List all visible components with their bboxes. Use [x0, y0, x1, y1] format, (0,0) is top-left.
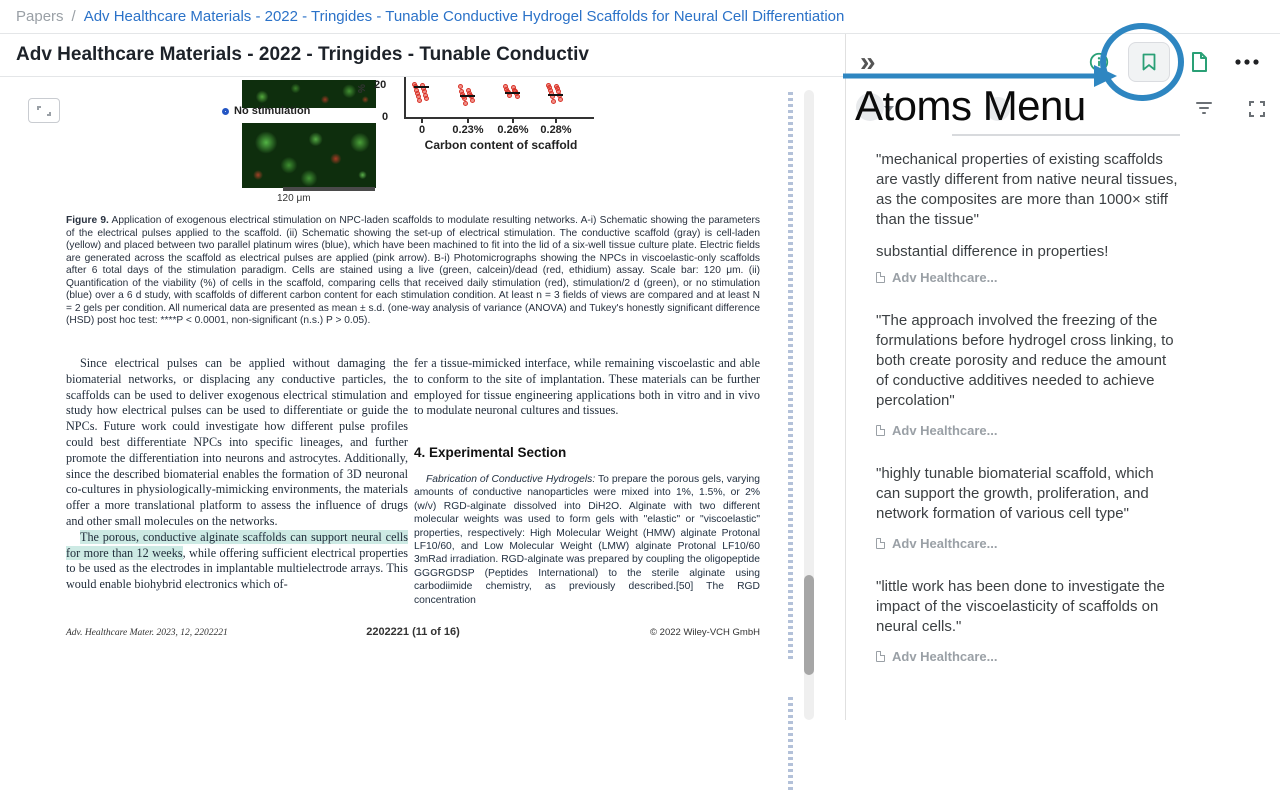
no-stimulation-label: No stimulation — [234, 105, 311, 117]
quote-card[interactable] — [876, 577, 1181, 664]
scatter-point — [558, 97, 563, 102]
chart-points — [404, 77, 594, 119]
scatter-point — [470, 98, 475, 103]
panel-toolbar — [846, 90, 1280, 136]
teal-highlight-annotation[interactable]: The porous, conductive alginate scaffolds can support neural cells for more than 12 weeks — [66, 529, 408, 560]
quote-list — [846, 136, 1280, 664]
reference-chip[interactable] — [876, 649, 1181, 664]
reference-chip[interactable] — [876, 270, 1181, 285]
chart-category-label: 0.28% — [540, 124, 572, 136]
more-button[interactable] — [1228, 43, 1266, 81]
fit-page-icon — [36, 105, 52, 117]
breadcrumb — [0, 0, 1280, 34]
paragraph — [66, 530, 408, 593]
chart-ylabel: % — [356, 84, 368, 93]
reference-icon — [876, 538, 885, 549]
notes-button[interactable] — [1128, 42, 1170, 82]
paragraph-rest: , while offering sufficient electrical properties to be used as the electrodes in implantable multielectrode arrays. This would enable biohybrid electronics which of- — [66, 545, 408, 592]
ytick-20: 20 — [374, 79, 387, 91]
sort-filter-button[interactable] — [1194, 100, 1214, 123]
body-column-left — [66, 356, 408, 593]
annotations-panel — [845, 34, 1280, 720]
scatter-point — [515, 94, 520, 99]
quote-note: substantial difference in properties! — [876, 243, 1109, 260]
filter-avatar-button[interactable] — [856, 93, 884, 121]
chart-tick — [555, 119, 557, 123]
quote-card[interactable] — [876, 464, 1181, 551]
quote-text: "highly tunable biomaterial scaffold, which can support the growth, proliferation, and network formation of various cell type" — [876, 465, 1154, 522]
quote-card[interactable] — [876, 150, 1181, 285]
reference-icon — [876, 272, 885, 283]
info-button[interactable] — [1080, 43, 1118, 81]
figure-caption-label: Figure 9. — [66, 215, 109, 226]
scale-bar-label: 120 μm — [277, 193, 311, 204]
quote-text: "mechanical properties of existing scaffolds are vastly different from native neural tissues, as the composites are more than 1000× stiff than the tissue" — [876, 151, 1178, 228]
filter-lines-icon — [1194, 100, 1214, 116]
paragraph: fer a tissue-mimicked interface, while remaining viscoelastic and able to conform to the site of implantation. These materials can be further employed for tissue engineering applications both in vitro and in vivo to modulate neuronal cultures and tissues. — [414, 356, 760, 418]
pdf-scrollbar-track[interactable] — [804, 90, 814, 720]
pdf-page — [0, 77, 845, 720]
scale-bar — [283, 187, 375, 191]
panel-header — [846, 34, 1280, 90]
document-icon — [1189, 51, 1209, 73]
info-icon — [1088, 51, 1110, 73]
section-heading: 4. Experimental Section — [414, 445, 567, 461]
document-header — [0, 34, 845, 77]
chart-category-label: 0.23% — [452, 124, 484, 136]
chart-tick — [421, 119, 423, 123]
breadcrumb-papers-link[interactable]: Papers — [16, 8, 64, 25]
supplements-button[interactable] — [1180, 43, 1218, 81]
page-number: 2202221 (11 of 16) — [366, 626, 460, 638]
ellipsis-icon — [1234, 58, 1260, 66]
quote-text: "little work has been done to investigate the impact of the viscoelasticity of scaffolds on neural cells." — [876, 578, 1165, 635]
reference-icon — [876, 425, 885, 436]
reference-chip[interactable] — [876, 536, 1181, 551]
reference-icon — [876, 651, 885, 662]
reference-label: Adv Healthcare... — [892, 649, 998, 664]
chart-tick — [512, 119, 514, 123]
breadcrumb-document-link[interactable]: Adv Healthcare Materials - 2022 - Tringides - Tunable Conductive Hydrogel Scaffolds for Neural Cell Differentiation — [83, 8, 845, 25]
chart-category-label: 0 — [418, 124, 426, 136]
chart-tick — [467, 119, 469, 123]
scatter-point — [551, 99, 556, 104]
reference-label: Adv Healthcare... — [892, 270, 998, 285]
page-edge-rotated-text — [788, 92, 793, 662]
paragraph-rest: To prepare the porous gels, varying amounts of conductive nanoparticles were mixed into 1%, 1.5%, or 2% (w/v) RGD-alginate dissolved into DiH2O. Alginate with two different molecular weights was used to form gels with "elastic" or "viscoelastic" properties, respectively: High Molecular Weight (HMW) alginate Protonal LF10/60, and Low Molecular Weight (LMW) alginate Protonal LF10/60 3mRad irradiation. RGD-alginate was prepared by coupling the oligopeptide GGGRGDSP (Peptides International) to the sterile alginate using carbodiimide chemistry, as previously described.[50] The RGD concentration — [414, 473, 760, 606]
annotation-text: Atoms Menu — [855, 82, 1086, 129]
chart-category-label: 0.26% — [497, 124, 529, 136]
page-edge-rotated-text — [788, 697, 793, 792]
copyright: © 2022 Wiley-VCH GmbH — [650, 627, 760, 638]
quote-text: "The approach involved the freezing of the formulations before hydrogel cross linking, to both create porosity and reduce the amount of conductive additives needed to achieve percolation" — [876, 312, 1174, 409]
breadcrumb-separator: / — [71, 8, 76, 25]
search-underline — [952, 134, 1180, 136]
mean-line — [548, 94, 563, 96]
no-stimulation-marker-icon — [222, 108, 229, 115]
search-button[interactable] — [986, 97, 1010, 121]
reference-label: Adv Healthcare... — [892, 423, 998, 438]
viability-scatter-chart — [356, 77, 606, 159]
bookmark-icon — [1140, 52, 1158, 72]
pdf-scrollbar-thumb[interactable] — [804, 575, 814, 675]
pdf-page-footer — [66, 626, 760, 638]
body-column-right — [414, 356, 760, 607]
paragraph — [414, 473, 760, 607]
fit-page-button[interactable] — [28, 98, 60, 123]
mean-line — [505, 92, 520, 94]
paragraph: Since electrical pulses can be applied without damaging the biomaterial networks, or displacing any conductive particles, the scaffolds can be used to deliver exogenous electrical stimulation and study how electrical pulses can be used to differentiate or guide the NPCs. Future work could investigate how different pulse profiles could best differentiate NPCs into specific lineages, and further promote the differentiation into neurons and astrocytes. Additionally, since the described biomaterial enables the formation of 3D neuronal co-cultures in physiologically-mimicking environments, the materials offer a more translational platform to assess the influence of drugs and other small molecules on the networks. — [66, 356, 408, 528]
quote-card[interactable] — [876, 311, 1181, 438]
expand-panel-button[interactable] — [1248, 100, 1266, 123]
chart-x-axis-title: Carbon content of scaffold — [424, 138, 578, 152]
scatter-point — [417, 98, 422, 103]
document-title: Adv Healthcare Materials - 2022 - Tringides - Tunable Conductiv — [16, 44, 589, 65]
reference-label: Adv Healthcare... — [892, 536, 998, 551]
ytick-0: 0 — [382, 111, 389, 123]
mean-line — [460, 95, 475, 97]
figure-caption-text: Application of exogenous electrical stimulation on NPC-laden scaffolds to modulate resulting networks. A-i) Schematic showing the parameters of the electrical pulses applied to the scaffold. (ii) Schematic showing the set-up of electrical stimulation. The conductive scaffold (gray) is cell-laden (yellow) and placed between two parallel platinum wires (blue), which have been machined to fit into the lid of a six-well tissue culture plate. Electric fields are generated across the scaffold as electrical pulses are applied (pink arrow). B-i) Photomicrographs showing the NPCs in viscoelastic-only scaffolds after 6 total days of the stimulation paradigm. Cells are stained using a live (green, calcein)/dead (red, ethidium) assay. Scale bar: 120 μm. (ii) Quantification of the viability (%) of cells in the scaffold, comparing cells that received daily stimulation (red), stimulation/2 d (green), or no stimulation (blue) over a 6 d study, with scaffolds of different carbon content for each stimulation condition. At least n = 3 fields of views are compared and at least N = 2 gels per condition. All numerical data are presented as mean ± s.d. (one-way analysis of variance (ANOVA) and Tukey's honestly significant difference (HSD) post hoc test: ****P < 0.0001, non-significant (n.s.) P > 0.05). — [66, 215, 760, 326]
collapse-panel-button[interactable]: » — [860, 46, 876, 77]
figure-caption — [66, 215, 760, 328]
journal-reference: Adv. Healthcare Mater. 2023, 12, 2202221 — [66, 628, 228, 638]
scatter-point — [424, 96, 429, 101]
mean-line — [414, 86, 429, 88]
fullscreen-icon — [1248, 100, 1266, 118]
paragraph-lead: Fabrication of Conductive Hydrogels: — [426, 473, 596, 485]
figure-legend — [222, 105, 310, 117]
chevron-down-icon — [884, 106, 894, 112]
scatter-point — [463, 101, 468, 106]
reference-chip[interactable] — [876, 423, 1181, 438]
